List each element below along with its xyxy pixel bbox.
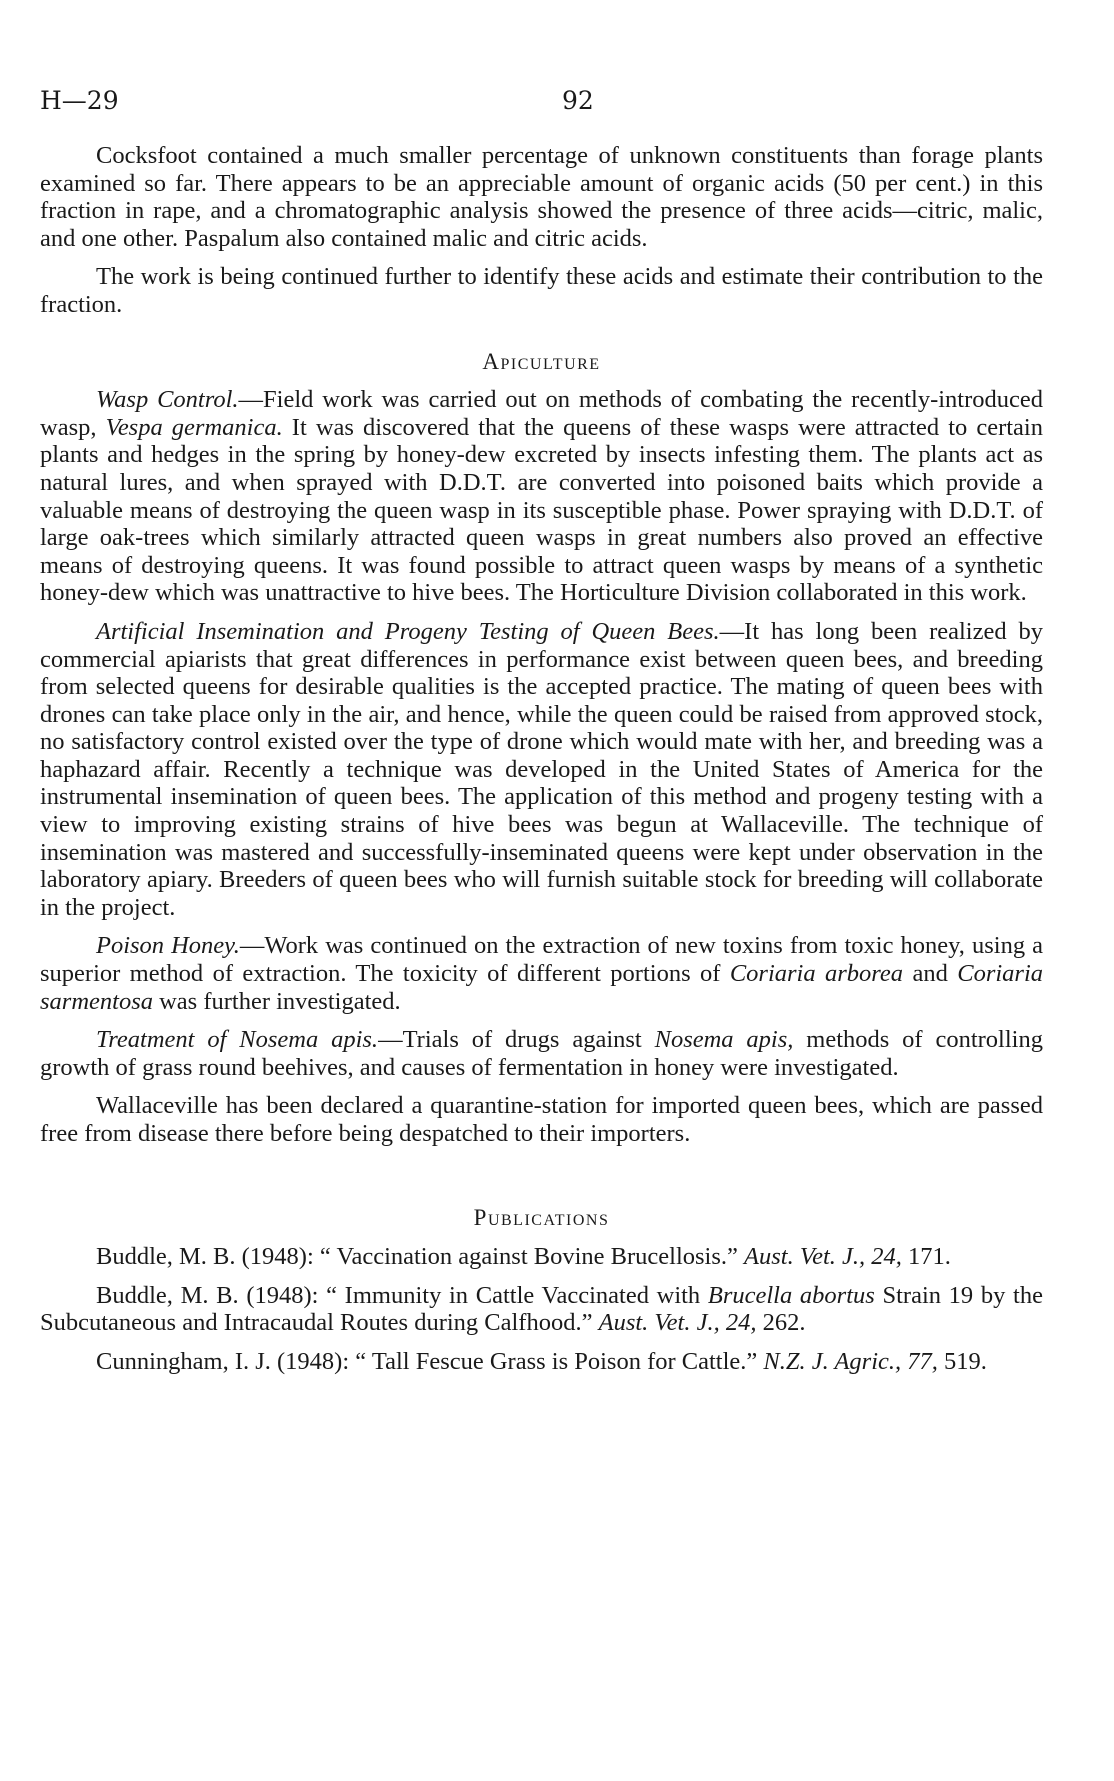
publication-author: Cunningham, I. J. (1948): [96, 1347, 356, 1375]
intro-paragraph-1: Cocksfoot contained a much smaller percentage of unknown constituents than forage plants examined so far. There appears to be an appreciable amount of organic acids (50 per cent.) in this fraction in rape, and a chromatographic analysis showed the presence of three acids—citric, malic, and one other. Paspalum also contained malic and citric acids. [40, 142, 1043, 252]
publication-volume: 24, [719, 1309, 757, 1337]
poison-honey-text-1: —Work was continued on the extraction of new toxins from toxic honey, using a superior method of extraction. The toxicity of different portions of [40, 932, 1043, 988]
poison-honey-text-2: and [903, 960, 958, 988]
wasp-control-text-1: —Field work was carried out on methods of combating the recently-introduced wasp, [40, 386, 1043, 441]
nosema-text-1: —Trials of drugs against [378, 1026, 655, 1054]
publication-entry [40, 1243, 1043, 1271]
publication-journal: N.Z. J. Agric., [763, 1347, 902, 1375]
intro-paragraph-2: The work is being continued further to identify these acids and estimate their contribution to the fraction. [40, 263, 1043, 318]
publication-pages: 519. [937, 1347, 987, 1375]
nosema-paragraph [40, 1026, 1043, 1081]
coriaria-arborea-name: Coriaria arborea [729, 960, 904, 988]
wasp-control-subheading: Wasp Control. [96, 386, 239, 414]
publication-volume: 77, [901, 1347, 938, 1375]
poison-honey-paragraph [40, 932, 1043, 1015]
poison-honey-subheading: Poison Honey. [96, 932, 240, 960]
nosema-subheading: Treatment of Nosema apis. [96, 1026, 379, 1054]
publication-volume: 24, [865, 1243, 902, 1271]
publication-title-cont: Strain 19 by the Subcutaneous and Intracaudal Routes during Calfhood.” [40, 1281, 1043, 1337]
nosema-text-2: methods of controlling growth of grass round beehives, and causes of fermentation in honey were investigated. [40, 1026, 1043, 1081]
quarantine-paragraph: Wallaceville has been declared a quarantine-station for imported queen bees, which are passed free from disease there before being despatched to their importers. [40, 1092, 1043, 1147]
parliamentary-paper-ref: H—29 [40, 86, 119, 115]
publication-author: Buddle, M. B. (1948): [96, 1243, 320, 1271]
coriaria-sarmentosa-name: Coriaria sarmentosa [40, 960, 1044, 1015]
nosema-species-name: Nosema apis, [654, 1026, 794, 1054]
wasp-control-paragraph [40, 386, 1043, 607]
insemination-text: —It has long been realized by commercial apiarists that great differences in performance exist between queen bees, and breeding from selected queens for desirable qualities is the accepted practice. The mating of queen bees with drones can take place only in the air, and hence, while the queen could be raised from approved stock, no satisfactory control existed over the type of drone which would mate with her, and breeding was a haphazard affair. Recently a technique was developed in the United States of America for the instrumental insemination of queen bees. The application of this method and progeny testing with a view to improving existing strains of hive bees was begun at Wallaceville. The technique of insemination was mastered and successfully-inseminated queens were kept under observation in the laboratory apiary. Breeders of queen bees who will furnish suitable stock for breeding will collaborate in the project. [40, 617, 1043, 921]
insemination-paragraph [40, 618, 1043, 922]
insemination-subheading: Artificial Insemination and Progeny Testing of Queen Bees. [96, 617, 720, 645]
publication-title: “ Vaccination against Bovine Brucellosis.” [319, 1243, 745, 1271]
vespa-species-name: Vespa germanica. [105, 413, 283, 441]
publication-journal: Aust. Vet. J., [744, 1243, 866, 1271]
page-number: 92 [562, 86, 594, 115]
publication-journal: Aust. Vet. J., [598, 1309, 720, 1337]
document-body [40, 142, 1043, 1387]
publication-author: Buddle, M. B. (1948): [96, 1281, 327, 1309]
publication-species: Brucella abortus [707, 1281, 875, 1309]
publication-pages: 171. [901, 1243, 951, 1271]
publications-heading: Publications [473, 1204, 610, 1230]
apiculture-heading: Apiculture [482, 348, 601, 374]
page-header [40, 86, 1040, 116]
publication-entry [40, 1348, 1043, 1376]
publication-title: “ Tall Fescue Grass is Poison for Cattle.” [355, 1347, 764, 1375]
wasp-control-text-2: It was discovered that the queens of these wasps were attracted to certain plants and hedges in the spring by honey-dew excreted by insects infesting them. The plants act as natural lures, and when sprayed with D.D.T. are converted into poisoned baits which provide a valuable means of destroying the queen wasp in its susceptible phase. Power spraying with D.D.T. of large oak-trees which similarly attracted queen wasps in great numbers also proved an effective means of destroying queens. It was found possible to attract queen wasps by means of a synthetic honey-dew which was unattractive to hive bees. The Horticulture Division collaborated in this work. [40, 413, 1043, 607]
poison-honey-text-3: was further investigated. [152, 987, 401, 1015]
publication-pages: 262. [756, 1309, 806, 1337]
publication-title: “ Immunity in Cattle Vaccinated with [326, 1281, 708, 1309]
publication-entry [40, 1282, 1043, 1337]
